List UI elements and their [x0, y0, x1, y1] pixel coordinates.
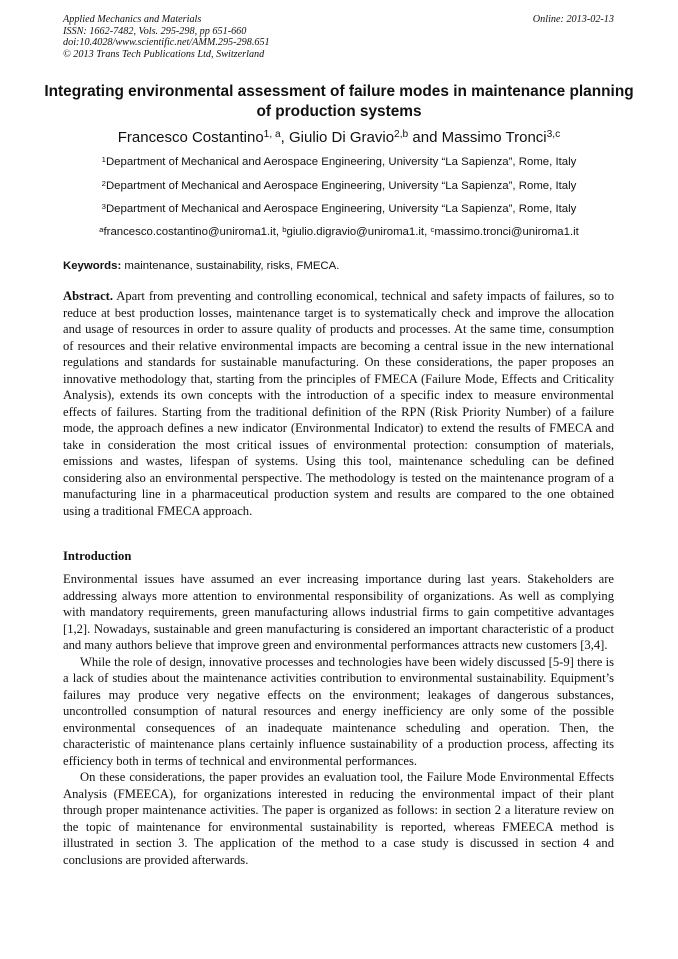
paper-title: Integrating environmental assessment of failure modes in maintenance planning of production systems: [44, 83, 634, 120]
affiliation: [40, 202, 638, 216]
affiliation-mark: 3: [101, 201, 106, 211]
online-date: Online: 2013-02-13: [532, 14, 614, 25]
author-separator: ,: [280, 129, 290, 146]
email-separator: ,: [275, 226, 283, 238]
journal-name: Applied Mechanics and Materials: [63, 14, 202, 25]
email-address[interactable]: francesco.costantino@uniroma1.it: [103, 226, 276, 238]
paragraph: Environmental issues have assumed an ever increasing importance during last years. Stakeholders are addressing always more attention to environmental responsibility of organizations. As well as complying with mandatory requirements, green manufacturing allows industrial firms to gain competitive advantages [1,2]. Nowadays, sustainable and green manufacturing is considered an important characteristic of a product and many authors believe that improve green and environmental performances attracts new customers [3,4].: [63, 572, 614, 652]
issn-line: ISSN: 1662-7482, Vols. 295-298, pp 651-660: [63, 25, 247, 37]
email-address[interactable]: massimo.tronci@uniroma1.it: [434, 226, 579, 238]
introduction-body: [63, 571, 614, 868]
affiliation: [40, 155, 638, 169]
affiliation-mark: 2: [101, 178, 106, 188]
email-list: [40, 225, 638, 239]
email-mark: b: [282, 224, 287, 234]
keywords-label: Keywords:: [63, 260, 122, 272]
affiliation-text: Department of Mechanical and Aerospace Engineering, University “La Sapienza”, Rome, Italy: [105, 180, 577, 192]
email-separator: ,: [424, 226, 431, 238]
keywords: [63, 259, 614, 273]
copyright-line: © 2013 Trans Tech Publications Ltd, Switzerland: [63, 48, 265, 60]
email-address[interactable]: giulio.digravio@uniroma1.it: [286, 226, 425, 238]
affiliation-text: Department of Mechanical and Aerospace Engineering, University “La Sapienza”, Rome, Italy: [105, 156, 577, 168]
author-name: Francesco Costantino: [117, 129, 264, 146]
paragraph: On these considerations, the paper provides an evaluation tool, the Failure Mode Environmental Effects Analysis (FMEECA), for organizations interested in reducing the environmental impact of their plant through proper maintenance activities. The paper is organized as follows: in section 2 a literature review on the topic of maintenance for environmental sustainability is reported, whereas FMEECA method is illustrated in section 3. The application of the method to a case study is discussed in section 4 and conclusions are provided afterwards.: [63, 770, 614, 867]
journal-header: [63, 14, 614, 60]
author-affiliation-mark: 1, a: [263, 129, 281, 141]
email-mark: a: [99, 224, 104, 234]
author-list: [40, 128, 638, 148]
doi-line: doi:10.4028/www.scientific.net/AMM.295-298.651: [63, 37, 270, 49]
paragraph: While the role of design, innovative processes and technologies have been widely discussed [5-9] there is a lack of studies about the maintenance activities contribution to environmental sustainability. Equipment’s failures may produce very negative effects on the environment; leakages of dangerous substances, uncontrolled consumption of natural resources and energy inefficiency are only some of the possible environmental consequences of an inadequate maintenance scheduling and operation. Then, the characteristic of maintenance plans certainly influence sustainability of a production process, affecting its efficiency both in terms of technical and environmental performances.: [63, 654, 614, 768]
abstract: [63, 288, 614, 519]
keywords-text: maintenance, sustainability, risks, FMECA.: [121, 260, 340, 272]
author-affiliation-mark: 2,b: [394, 129, 409, 141]
author-name: Massimo Tronci: [441, 129, 547, 146]
abstract-label: Abstract.: [63, 289, 114, 303]
author-name: Giulio Di Gravio: [289, 129, 395, 146]
affiliation-mark: 1: [101, 154, 106, 164]
author-affiliation-mark: 3,c: [546, 129, 561, 141]
affiliation-text: Department of Mechanical and Aerospace Engineering, University “La Sapienza”, Rome, Italy: [105, 203, 577, 215]
email-mark: c: [430, 224, 435, 234]
affiliation: [40, 179, 638, 193]
author-separator: and: [408, 129, 442, 146]
abstract-text: Apart from preventing and controlling economical, technical and safety impacts of failures, so to reduce at best production losses, maintenance target is to systematically check and improve the allocation and usage of resources in order to assure quality of products and processes. At the same time, consumption of resources and their relative environmental impacts are becoming a central issue in the new international regulations and standards for sustainable manufacturing. On these considerations, the paper proposes an innovative methodology that, starting from the principles of FMECA (Failure Mode, Effects and Criticality Analysis), extends its own concepts with the introduction of a specific index to measure environmental effects of failures. Starting from the traditional definition of the RPN (Risk Priority Number) of a failure mode, the approach defines a new indicator (Environmental Indicator) to extend the results of FMECA and take in consideration the most critical issues of environmental protection: consumption of materials, emissions and wastes, lifespan of systems. Using this tool, maintenance scheduling can be defined considering also an environmental perspective. The methodology is tested on the maintenance program of a manufacturing line in a pharmaceutical production system and results are compared to the one obtained using a traditional FMECA approach.: [63, 289, 614, 518]
section-heading-introduction: Introduction: [63, 549, 132, 563]
